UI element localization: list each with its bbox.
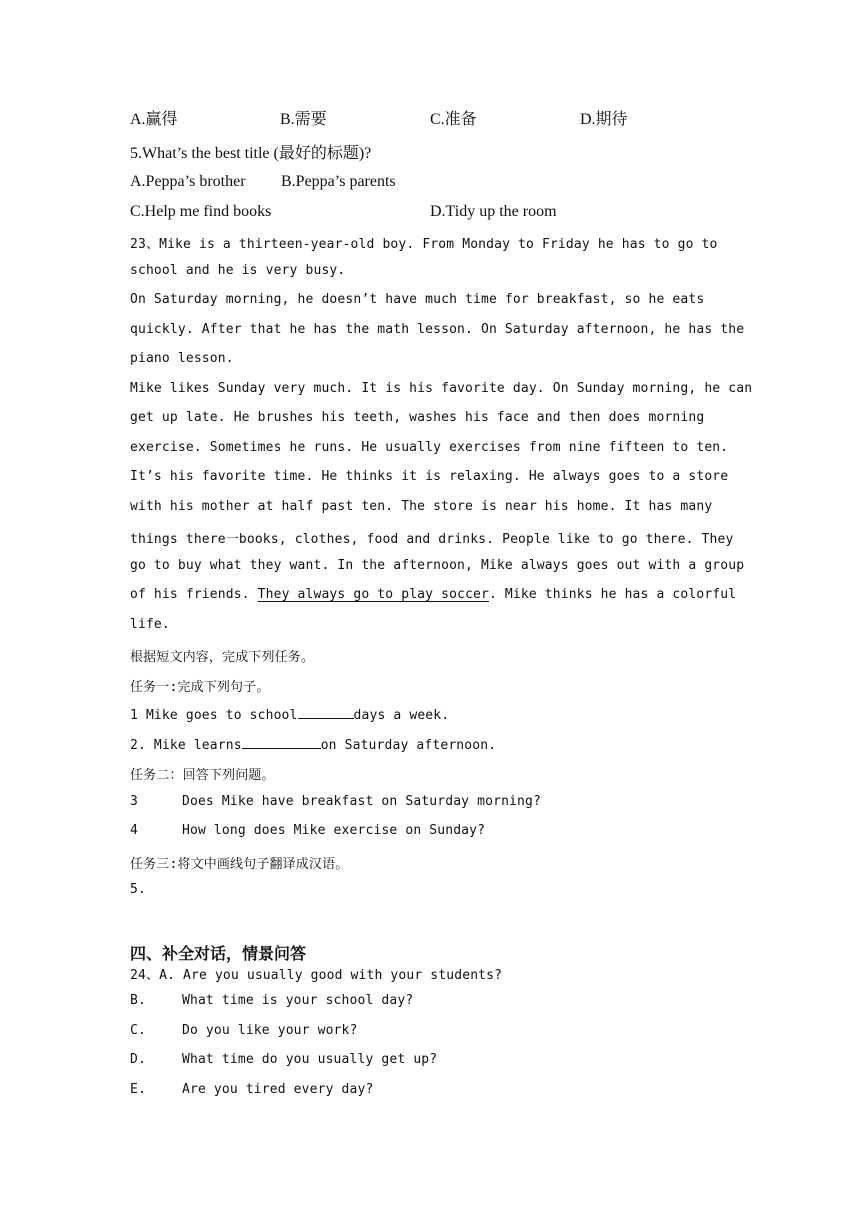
sentence-text: 1 Mike goes to school <box>130 708 298 723</box>
passage-line: exercise. Sometimes he runs. He usually exercises from nine fifteen to ten. <box>130 440 729 455</box>
option-text: Do you like your work? <box>182 1023 358 1038</box>
q5-option-b: B.Peppa’s parents <box>281 173 396 190</box>
option-text: Are you tired every day? <box>182 1082 374 1097</box>
option-text: What time do you usually get up? <box>182 1052 438 1067</box>
task1-sentence-1 <box>130 705 449 723</box>
option-label: B. <box>130 993 146 1008</box>
question-text: How long does Mike exercise on Sunday? <box>182 823 486 838</box>
q4-option-c: C.准备 <box>430 111 477 128</box>
task1-title: 任务一:完成下列句子。 <box>130 680 270 695</box>
option-label: E. <box>130 1082 146 1097</box>
answer-blank[interactable] <box>298 705 354 719</box>
dialogue-option-e <box>130 1082 373 1097</box>
passage-line: On Saturday morning, he doesn’t have much time for breakfast, so he eats <box>130 292 705 307</box>
passage-line: It’s his favorite time. He thinks it is relaxing. He always goes to a store <box>130 469 729 484</box>
sentence-text: on Saturday afternoon. <box>320 738 497 753</box>
q4-option-d: D.期待 <box>580 111 628 128</box>
task3-title: 任务三:将文中画线句子翻译成汉语。 <box>130 857 349 872</box>
passage-line: with his mother at half past ten. The store is near his home. It has many <box>130 499 713 514</box>
q4-option-a: A.赢得 <box>130 111 178 128</box>
dialogue-option-b <box>130 993 413 1008</box>
q5-question: 5.What’s the best title (最好的标题)? <box>130 145 372 162</box>
task3-number: 5. <box>130 882 146 897</box>
passage-line: things there一books, clothes, food and drinks. People like to go there. They <box>130 532 734 547</box>
passage-line: get up late. He brushes his teeth, washes his face and then does morning <box>130 410 705 425</box>
passage-line: school and he is very busy. <box>130 263 346 278</box>
dialogue-option-d <box>130 1052 437 1067</box>
option-label: C. <box>130 1023 146 1038</box>
task-instruction: 根据短文内容，完成下列任务。 <box>130 650 315 665</box>
answer-blank[interactable] <box>242 735 321 749</box>
question-text: Does Mike have breakfast on Saturday morning? <box>182 794 541 809</box>
passage-text: of his friends. <box>130 587 250 602</box>
dialogue-option-c <box>130 1023 358 1038</box>
task2-title: 任务二：回答下列问题。 <box>130 768 275 783</box>
section-heading: 四、补全对话，情景问答 <box>130 944 307 963</box>
passage-line-underlined <box>130 587 736 602</box>
passage-line: life. <box>130 617 170 632</box>
option-label: D. <box>130 1052 146 1067</box>
task2-question-3 <box>130 794 541 809</box>
task1-sentence-2 <box>130 735 496 753</box>
q4-option-b: B.需要 <box>280 111 327 128</box>
question-number: 4 <box>130 823 138 838</box>
question-number: 3 <box>130 794 138 809</box>
task2-question-4 <box>130 823 485 838</box>
q5-option-c: C.Help me find books <box>130 203 272 220</box>
dialogue-option-a: 24、A. Are you usually good with your students? <box>130 968 503 983</box>
underlined-sentence: They always go to play soccer <box>257 587 489 602</box>
option-text: What time is your school day? <box>182 993 414 1008</box>
q5-option-d: D.Tidy up the room <box>430 203 557 220</box>
passage-line: piano lesson. <box>130 351 234 366</box>
q5-option-a: A.Peppa’s brother <box>130 173 246 190</box>
passage-line: go to buy what they want. In the afternoon, Mike always goes out with a group <box>130 558 745 573</box>
passage-text: . Mike thinks he has a colorful <box>488 587 737 602</box>
passage-line: quickly. After that he has the math lesson. On Saturday afternoon, he has the <box>130 322 745 337</box>
passage-line: Mike likes Sunday very much. It is his favorite day. On Sunday morning, he can <box>130 381 753 396</box>
sentence-text: 2. Mike learns <box>130 738 242 753</box>
passage-line: 23、Mike is a thirteen-year-old boy. From Monday to Friday he has to go to <box>130 237 718 252</box>
sentence-text: days a week. <box>353 708 450 723</box>
